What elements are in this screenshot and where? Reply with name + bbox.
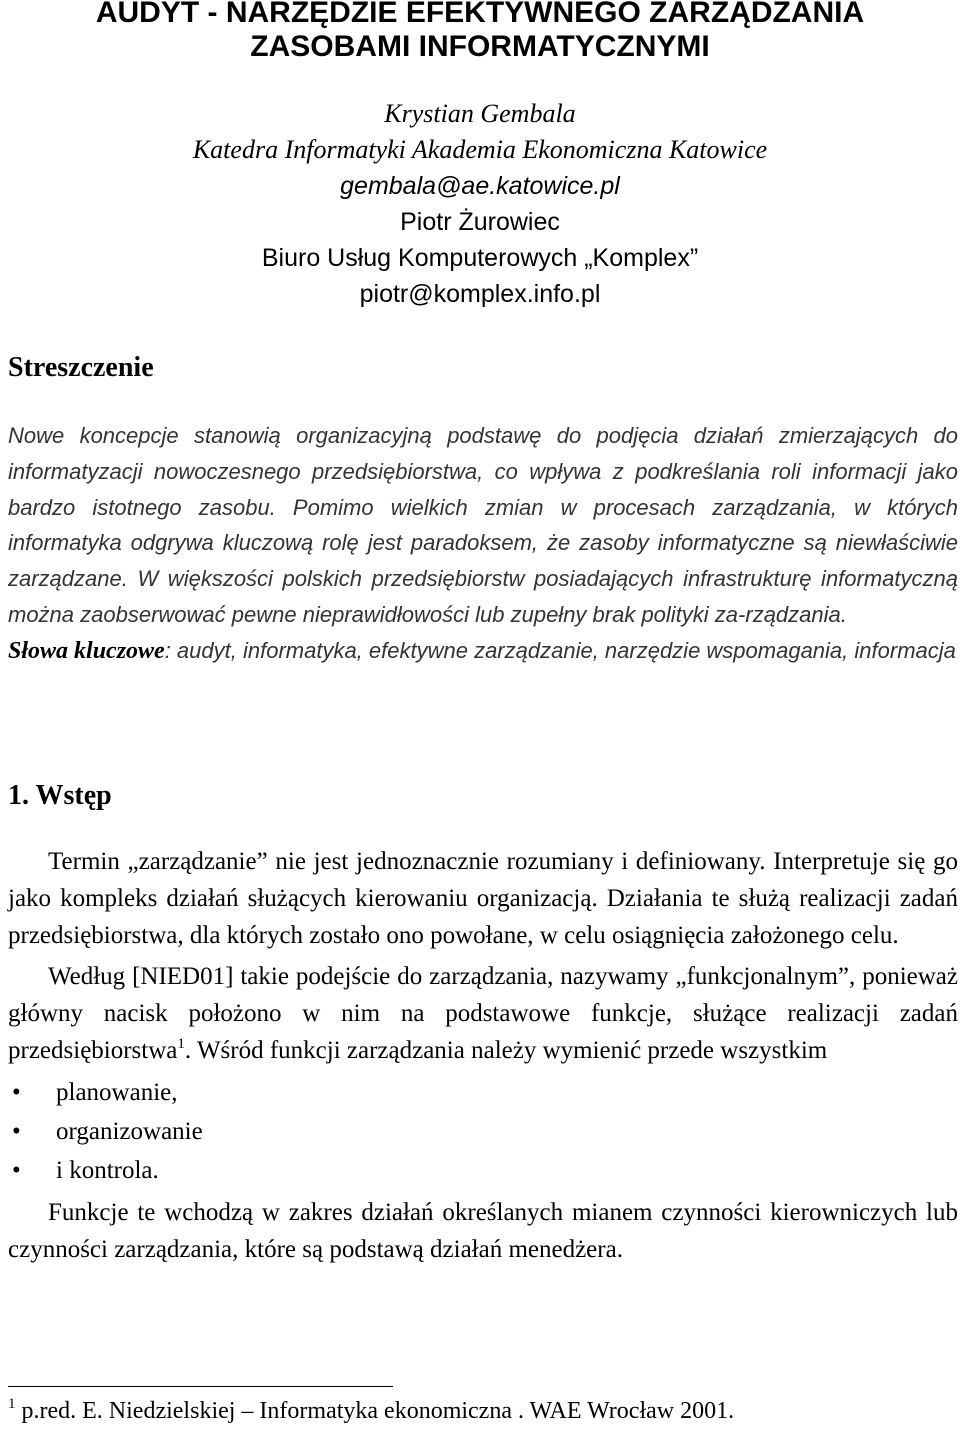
- footnote-divider: [8, 1386, 393, 1387]
- intro-paragraph-2-end: . Wśród funkcji zarządzania należy wymienić przede wszystkim: [184, 1037, 828, 1064]
- bullet-icon: •: [12, 1157, 21, 1184]
- abstract-text: Nowe koncepcje stanowią organizacyjną podstawę do podjęcia działań zmierzających do informatyzacji nowoczesnego przedsiębiorstwa, co wpływa z podkreślania roli informacji jako bardzo istotnego zasobu. Pomimo wielkich zmian w procesach zarządzania, w których informatyka odgrywa kluczową rolę jest paradoksem, że zasoby informatyczne są niewłaściwie zarządzane. W większości polskich przedsiębiorstw posiadających infrastrukturę informatyczną można zaobserwować pewne nieprawidłowości lub zupełny brak polityki za-rządzania.: [8, 423, 958, 627]
- list-item-text: i kontrola.: [56, 1157, 159, 1184]
- author1-name: Krystian Gembala: [384, 99, 576, 128]
- author2-email: piotr@komplex.info.pl: [359, 280, 601, 308]
- keywords-line: [8, 633, 958, 670]
- title-line-2: ZASOBAMI INFORMATYCZNYMI: [250, 30, 710, 63]
- list-item-text: organizowanie: [56, 1118, 203, 1145]
- footnote-reference: 1: [177, 1036, 185, 1052]
- intro-paragraph-3: Funkcje te wchodzą w zakres działań określanych mianem czynności kierowniczych lub czynności zarządzania, które są podstawą działań menedżera.: [8, 1199, 958, 1263]
- paper-title: [0, 0, 960, 64]
- intro-paragraph-2-start: Według [NIED01] takie podejście do zarządzania, nazywamy „funkcjonalnym”, ponieważ główny nacisk położono w nim na podstawowe funkcje, służące realizacji zadań przedsiębiorstwa: [8, 963, 958, 1064]
- management-functions-list: [8, 1073, 958, 1190]
- abstract-section: [8, 418, 958, 670]
- abstract-heading: Streszczenie: [8, 352, 154, 383]
- list-item: [8, 1151, 958, 1190]
- section-heading-intro: 1. Wstęp: [8, 780, 112, 811]
- intro-paragraph-1: Termin „zarządzanie” nie jest jednoznacznie rozumiany i definiowany. Interpretuje się go jako kompleks działań służących kierowaniu organizacją. Działania te służą realizacji zadań przedsiębiorstwa, dla których zostało ono powołane, w celu osiągnięcia założonego celu.: [8, 848, 958, 949]
- title-line-1: AUDYT - NARZĘDZIE EFEKTYWNEGO ZARZĄDZANIA: [95, 0, 865, 29]
- intro-body: [8, 843, 958, 1268]
- list-item: [8, 1112, 958, 1151]
- keywords-text: : audyt, informatyka, efektywne zarządzanie, narzędzie wspomagania, informacja: [164, 637, 956, 663]
- intro-paragraph-2: [8, 958, 958, 1069]
- footnote: [8, 1396, 734, 1426]
- list-item: [8, 1073, 958, 1112]
- author1-affiliation: Katedra Informatyki Akademia Ekonomiczna Katowice: [192, 135, 768, 164]
- footnote-text: p.red. E. Niedzielskiej – Informatyka ekonomiczna . WAE Wrocław 2001.: [15, 1398, 735, 1424]
- footnote-mark: 1: [8, 1396, 16, 1412]
- list-item-text: planowanie,: [56, 1079, 178, 1106]
- author-block: [0, 96, 960, 312]
- keywords-label: Słowa kluczowe: [8, 637, 165, 664]
- author2-affiliation: Biuro Usług Komputerowych „Komplex”: [261, 244, 699, 272]
- bullet-icon: •: [12, 1118, 21, 1145]
- bullet-icon: •: [12, 1079, 21, 1106]
- author1-email: gembala@ae.katowice.pl: [340, 172, 620, 200]
- author2-name: Piotr Żurowiec: [400, 208, 560, 236]
